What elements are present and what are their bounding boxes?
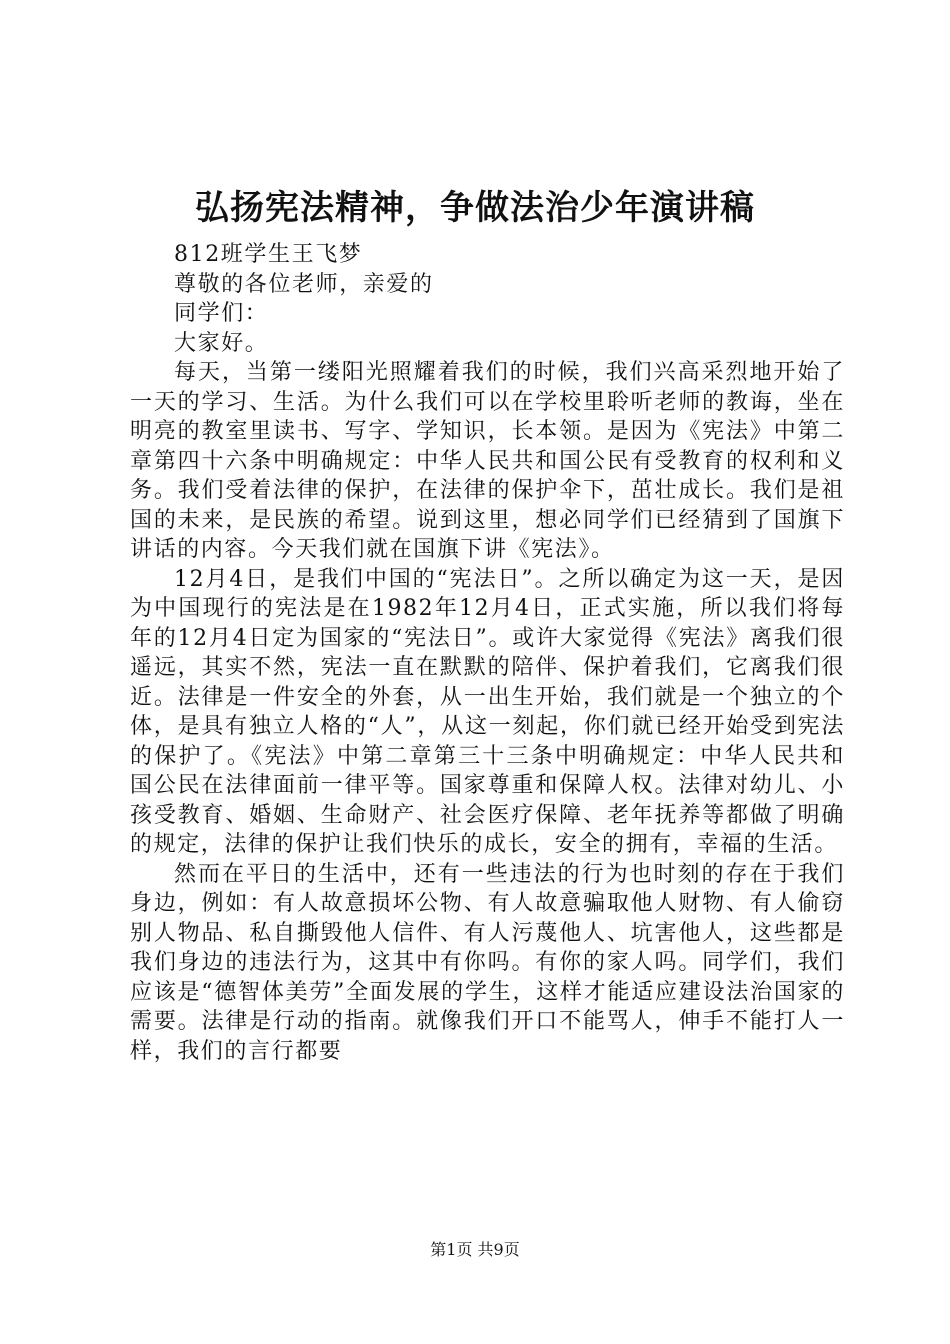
author-line: 812班学生王飞梦 — [174, 242, 363, 267]
document-title: 弘扬宪法精神，争做法治少年演讲稿 — [195, 188, 755, 228]
greeting-line: 大家好。 — [174, 330, 269, 356]
body-paragraph: 12月4日，是我们中国的“宪法日”。之所以确定为这一天，是因为中国现行的宪法是在1982年12月4日，正式实施，所以我们将每年的12月4日定为国家的“宪法日”。或许大家觉得《宪法》离我们很遥远，其实不然，宪法一直在默默的陪伴、保护着我们，它离我们很近。法律是一件安全的外套，从一出生开始，我们就是一个独立的个体，是具有独立人格的“人”，从这一刻起，你们就已经开始受到宪法的保护了。《宪法》中第二章第三十三条中明确规定：中华人民共和国公民在法律面前一律平等。国家尊重和保障人权。法律对幼儿、小孩受教育、婚姻、生命财产、社会医疗保障、老年抚养等都做了明确的规定，法律的保护让我们快乐的成长，安全的拥有，幸福的生活。 — [130, 566, 845, 857]
body-paragraph: 然而在平日的生活中，还有一些违法的行为也时刻的存在于我们身边，例如：有人故意损坏公物、有人故意骗取他人财物、有人偷窃别人物品、私自撕毁他人信件、有人污蔑他人、坑害他人，这些都是我们身边的违法行为，这其中有你吗。有你的家人吗。同学们，我们应该是“德智体美劳”全面发展的学生，这样才能适应建设法治国家的需要。法律是行动的指南。就像我们开口不能骂人，伸手不能打人一样，我们的言行都要 — [130, 861, 845, 1064]
page-footer: 第1页 共9页 — [430, 1240, 520, 1259]
document-body — [130, 240, 845, 1066]
body-paragraph: 每天，当第一缕阳光照耀着我们的时候，我们兴高采烈地开始了一天的学习、生活。为什么我们可以在学校里聆听老师的教诲，坐在明亮的教室里读书、写字、学知识，长本领。是因为《宪法》中第二章第四十六条中明确规定：中华人民共和国公民有受教育的权利和义务。我们受着法律的保护，在法律的保护伞下，茁壮成长。我们是祖国的未来，是民族的希望。说到这里，想必同学们已经猜到了国旗下讲话的内容。今天我们就在国旗下讲《宪法》。 — [130, 360, 845, 562]
greeting-line: 同学们： — [174, 301, 269, 326]
greeting-line: 尊敬的各位老师，亲爱的 — [174, 271, 434, 297]
